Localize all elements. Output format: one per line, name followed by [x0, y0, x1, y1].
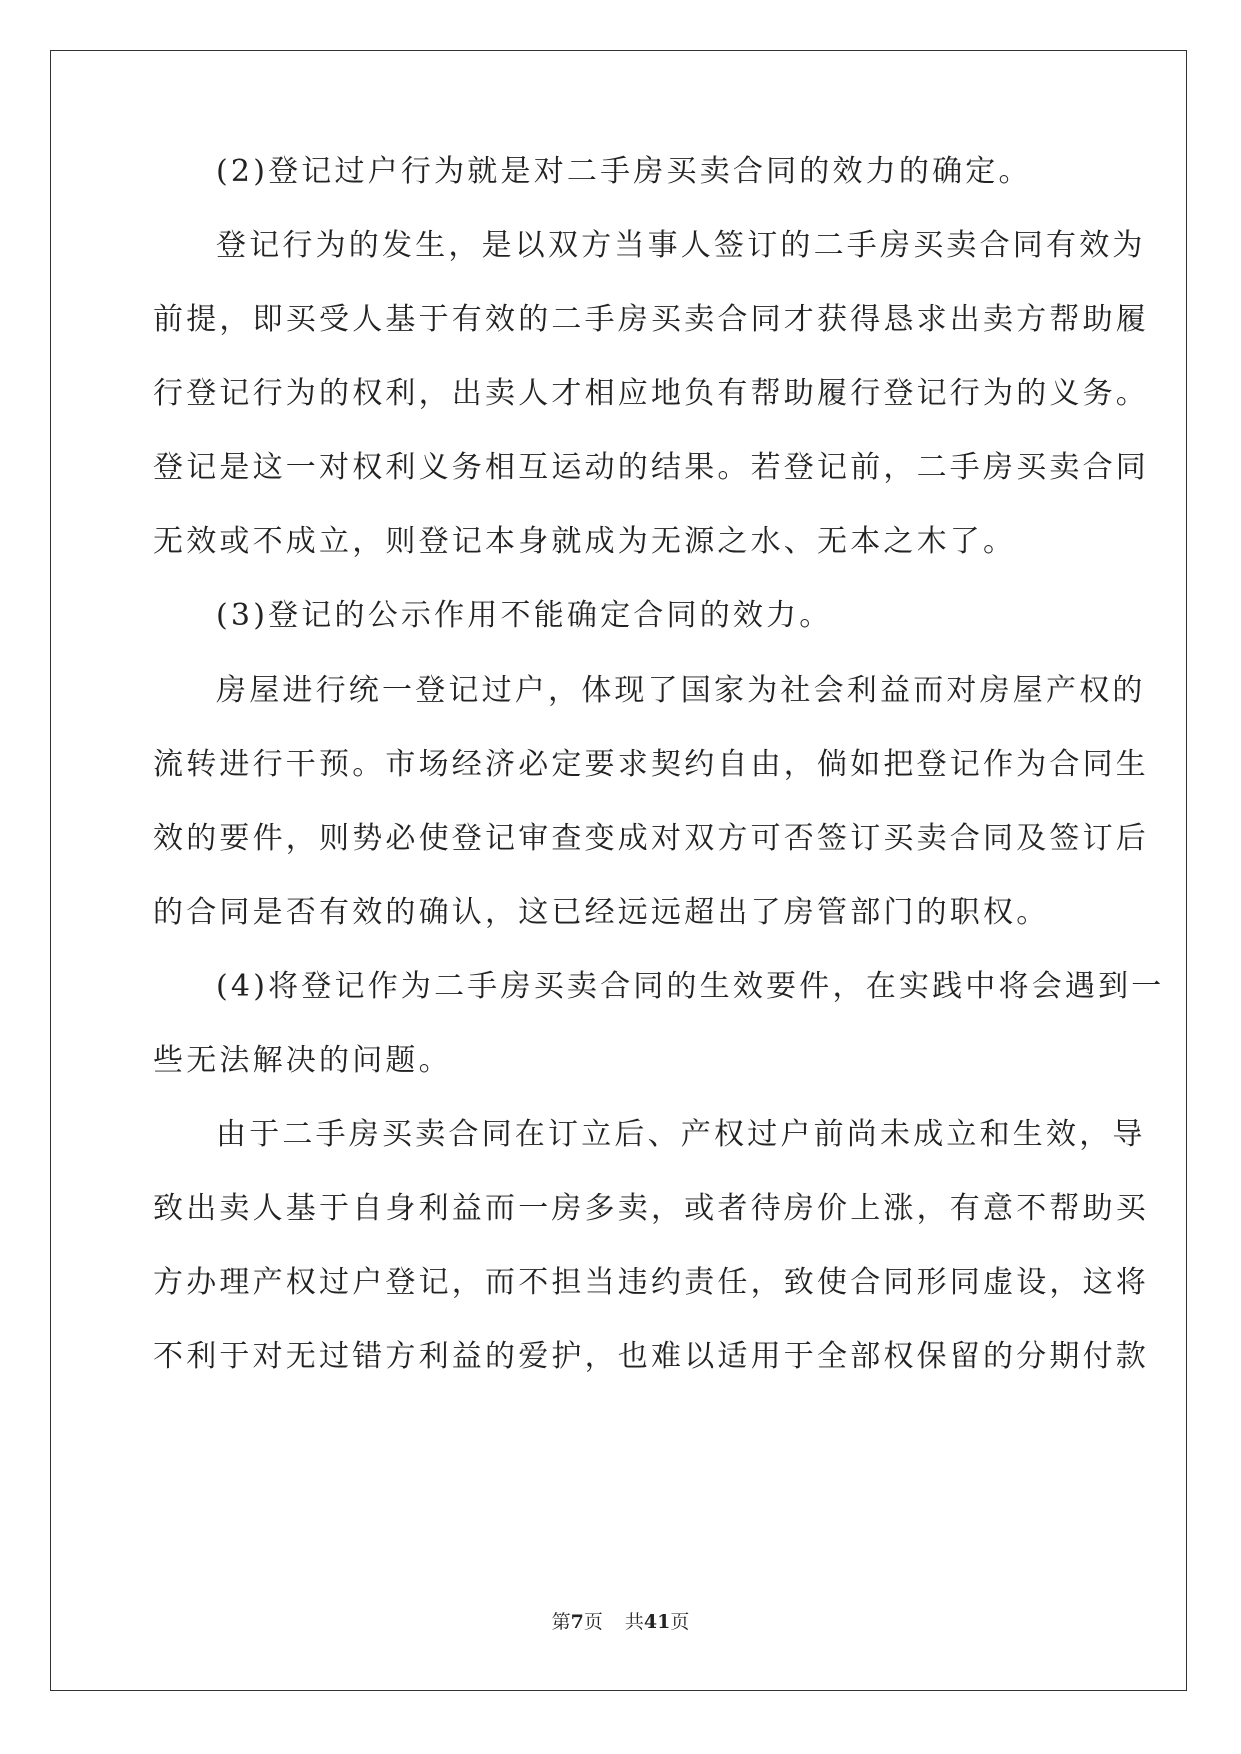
page-suffix: 页	[583, 1611, 603, 1633]
paragraph-heading-3: (3)登记的公示作用不能确定合同的效力。	[216, 598, 833, 633]
text-line: 效的要件，则势必使登记审查变成对双方可否签订买卖合同及签订后	[153, 821, 1149, 856]
page-border	[50, 50, 1187, 1691]
text-line: 由于二手房买卖合同在订立后、产权过户前尚未成立和生效，导	[216, 1117, 1146, 1152]
text-line: 登记行为的发生，是以双方当事人签订的二手房买卖合同有效为	[216, 228, 1146, 263]
text-line: 登记是这一对权利义务相互运动的结果。若登记前，二手房买卖合同	[153, 450, 1149, 485]
text-line: 流转进行干预。市场经济必定要求契约自由，倘如把登记作为合同生	[153, 747, 1149, 782]
total-suffix: 页	[670, 1611, 690, 1633]
text-line: 不利于对无过错方利益的爱护，也难以适用于全部权保留的分期付款	[153, 1339, 1149, 1374]
text-line: 房屋进行统一登记过户，体现了国家为社会利益而对房屋产权的	[216, 673, 1146, 708]
text-line: 些无法解决的问题。	[153, 1043, 452, 1078]
page-prefix: 第	[551, 1611, 571, 1633]
paragraph-heading-2: (2)登记过户行为就是对二手房买卖合同的效力的确定。	[216, 154, 1032, 189]
page-number: 7	[570, 1611, 584, 1633]
total-prefix: 共	[624, 1611, 644, 1633]
text-line: 致出卖人基于自身利益而一房多卖，或者待房价上涨，有意不帮助买	[153, 1191, 1149, 1226]
page-footer	[0, 1610, 1241, 1634]
text-line: 方办理产权过户登记，而不担当违约责任，致使合同形同虚设，这将	[153, 1265, 1149, 1300]
text-line: 的合同是否有效的确认，这已经远远超出了房管部门的职权。	[153, 895, 1050, 930]
text-line: 前提，即买受人基于有效的二手房买卖合同才获得恳求出卖方帮助履	[153, 302, 1149, 337]
page-total: 41	[643, 1611, 671, 1633]
text-line: 行登记行为的权利，出卖人才相应地负有帮助履行登记行为的义务。	[153, 376, 1149, 411]
text-line: 无效或不成立，则登记本身就成为无源之水、无本之木了。	[153, 524, 1017, 559]
paragraph-heading-4: (4)将登记作为二手房买卖合同的生效要件，在实践中将会遇到一	[216, 969, 1165, 1004]
